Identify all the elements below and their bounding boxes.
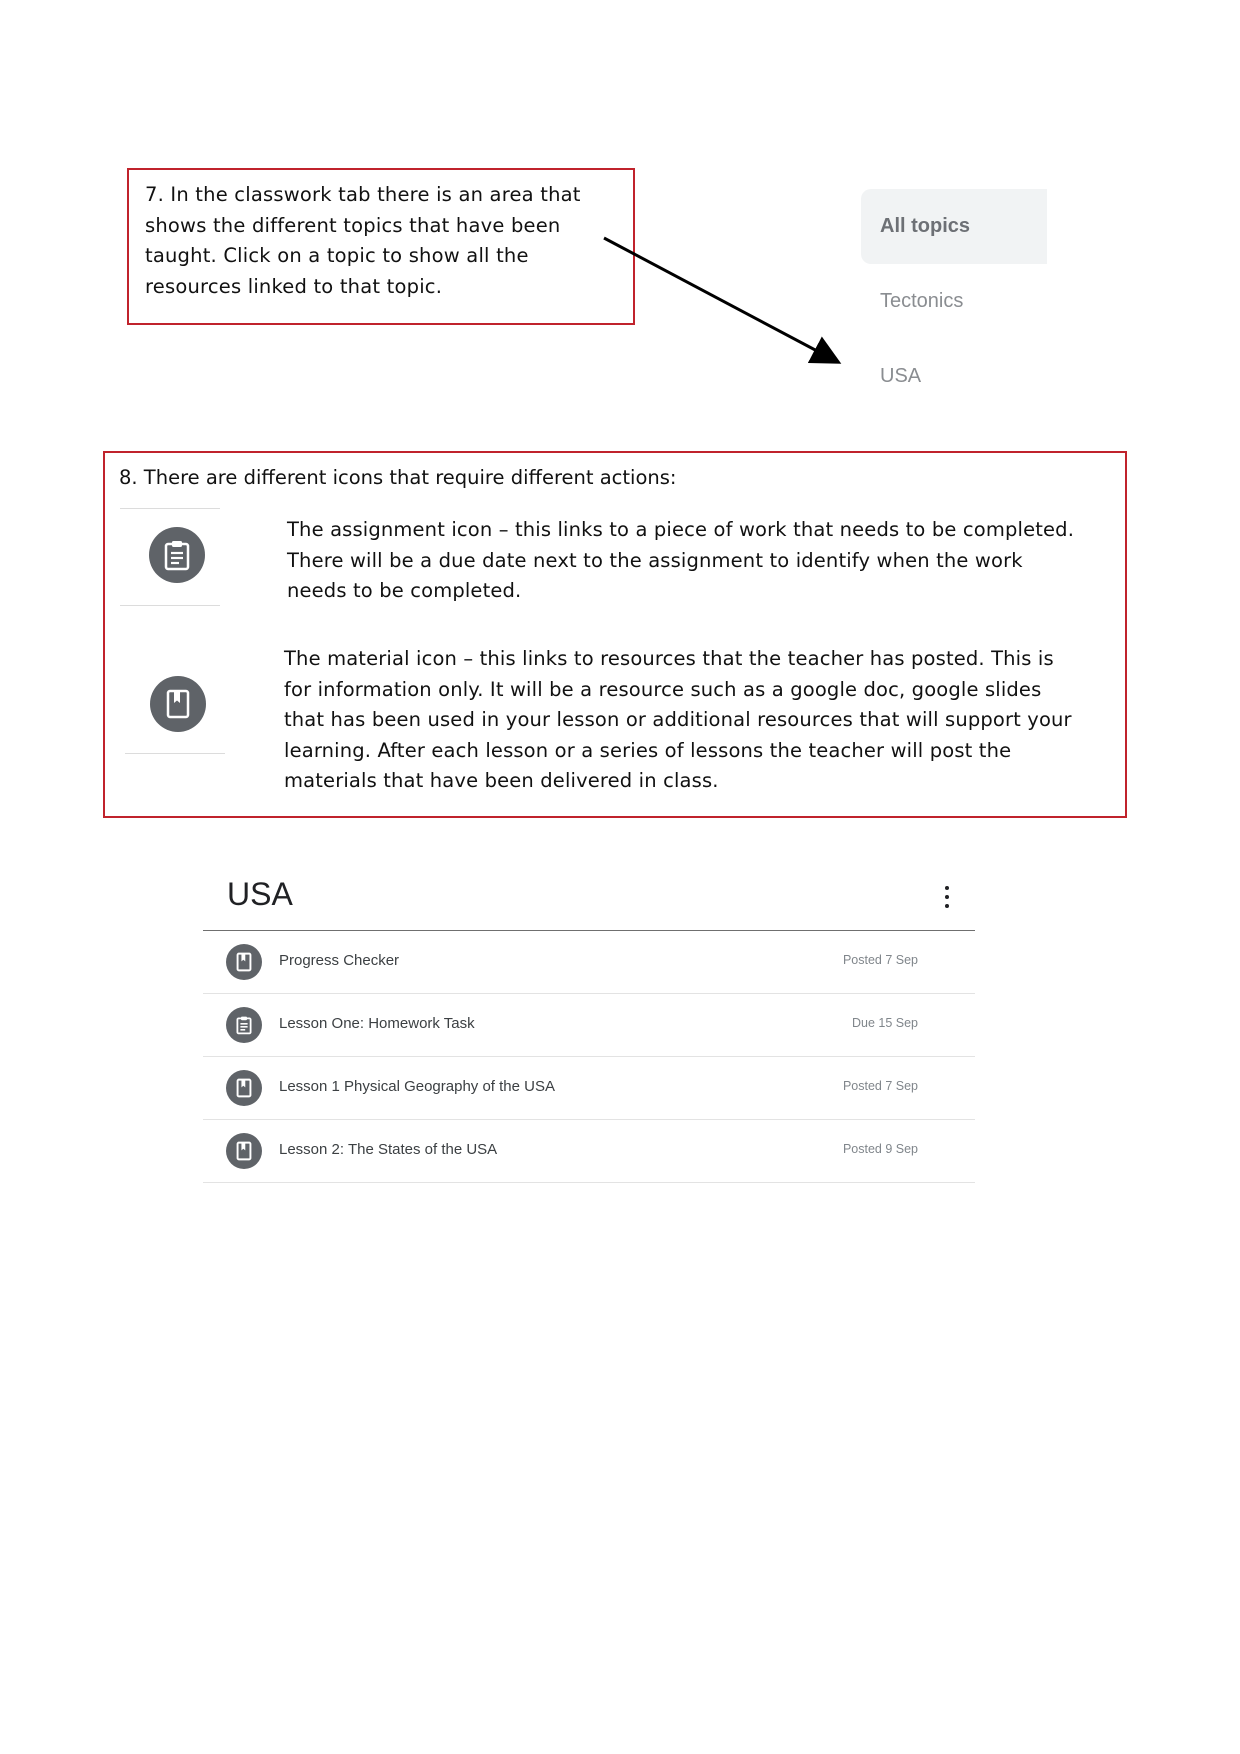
topic-stream <box>203 870 975 1183</box>
more-options-icon[interactable] <box>941 886 953 908</box>
stream-item-title: Lesson 2: The States of the USA <box>279 1141 498 1158</box>
topic-usa[interactable]: USA <box>880 365 922 387</box>
material-description: The material icon – this links to resources that the teacher has posted. This is for information only. It will be a resource such as a google doc, google slides that has been used in your lesson or additional resources that will support your learning. After each lesson or a series of lessons the teacher will post the materials that have been delivered in class. <box>284 647 1072 792</box>
stream-item-title: Progress Checker <box>279 952 400 969</box>
step7-box <box>127 168 635 325</box>
stream-title: USA <box>227 876 293 912</box>
step8-lead: 8. There are different icons that require different actions: <box>119 466 677 489</box>
assignment-description: The assignment icon – this links to a piece of work that needs to be completed. There will be a due date next to the assignment to identify when the work needs to be completed. <box>287 518 1075 602</box>
stream-item-meta: Due 15 Sep <box>851 1016 918 1030</box>
topics-panel <box>861 189 1047 414</box>
stream-item-meta: Posted 7 Sep <box>842 1079 918 1093</box>
assignment-icon-card <box>120 508 220 606</box>
topic-tectonics[interactable]: Tectonics <box>880 290 964 312</box>
assignment-icon <box>149 527 205 583</box>
stream-item-meta: Posted 9 Sep <box>842 1142 918 1156</box>
material-icon <box>226 1133 262 1169</box>
material-icon <box>226 944 262 980</box>
topic-all-topics[interactable]: All topics <box>861 189 1047 264</box>
stream-item-title: Lesson One: Homework Task <box>279 1015 475 1032</box>
stream-item[interactable] <box>203 1057 975 1120</box>
material-icon <box>226 1070 262 1106</box>
stream-item-title: Lesson 1 Physical Geography of the USA <box>279 1078 555 1095</box>
stream-item[interactable] <box>203 1120 975 1183</box>
material-icon-card <box>125 653 225 754</box>
stream-header <box>203 870 975 931</box>
stream-item[interactable] <box>203 931 975 994</box>
stream-item[interactable] <box>203 994 975 1057</box>
step7-text: 7. In the classwork tab there is an area that shows the different topics that have been taught. Click on a topic to show all the resources linked to that topic. <box>145 183 581 298</box>
material-icon <box>150 676 206 732</box>
step8-box <box>103 451 1127 818</box>
stream-item-meta: Posted 7 Sep <box>842 953 918 967</box>
assignment-icon <box>226 1007 262 1043</box>
